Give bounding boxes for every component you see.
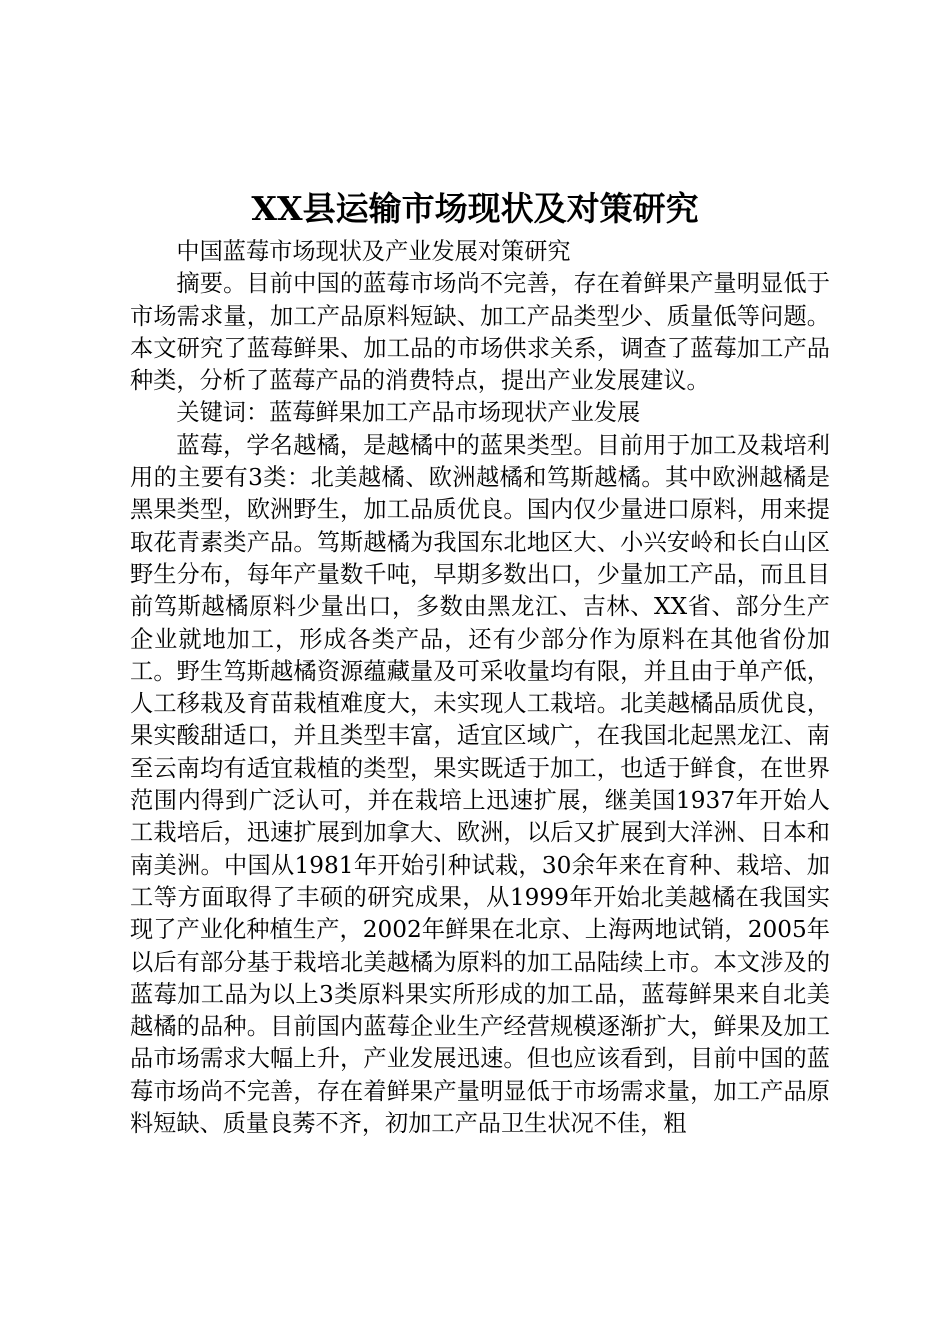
keywords-paragraph: 关键词：蓝莓鲜果加工产品市场现状产业发展 [176, 399, 641, 427]
document-body [130, 236, 830, 1140]
subtitle-paragraph: 中国蓝莓市场现状及产业发展对策研究 [176, 238, 571, 265]
main-paragraph: 蓝莓，学名越橘，是越橘中的蓝果类型。目前用于加工及栽培利用的主要有3类：北美越橘、欧洲越橘和笃斯越橘。其中欧洲越橘是黑果类型，欧洲野生，加工品质优良。国内仅少量进口原料，用来提取花青素类产品。笃斯越橘为我国东北地区大、小兴安岭和长白山区野生分布，每年产量数千吨，早期多数出口，少量加工产品，而且目前笃斯越橘原料少量出口，多数由黑龙江、吉林、XX省、部分生产企业就地加工，形成各类产品，还有少部分作为原料在其他省份加工。野生笃斯越橘资源蕴藏量及可采收量均有限，并且由于单产低，人工移栽及育苗栽植难度大，未实现人工栽培。北美越橘品质优良，果实酸甜适口，并且类型丰富，适宜区域广，在我国北起黑龙江、南至云南均有适宜栽植的类型，果实既适于加工，也适于鲜食，在世界范围内得到广泛认可，并在栽培上迅速扩展，继美国1937年开始人工栽培后，迅速扩展到加拿大、欧洲，以后又扩展到大洋洲、日本和南美洲。中国从1981年开始引种试栽，30余年来在育种、栽培、加工等方面取得了丰硕的研究成果，从1999年开始北美越橘在我国实现了产业化种植生产，2002年鲜果在北京、上海两地试销，2005年以后有部分基于栽培北美越橘为原料的加工品陆续上市。本文涉及的蓝莓加工品为以上3类原料果实所形成的加工品，蓝莓鲜果来自北美越橘的品种。目前国内蓝莓企业生产经营规模逐渐扩大，鲜果及加工品市场需求大幅上升，产业发展迅速。但也应该看到，目前中国的蓝莓市场尚不完善，存在着鲜果产量明显低于市场需求量，加工产品原料短缺、质量良莠不齐，初加工产品卫生状况不佳，粗 [130, 431, 830, 1138]
abstract-paragraph: 摘要。目前中国的蓝莓市场尚不完善，存在着鲜果产量明显低于市场需求量，加工产品原料短缺、加工产品类型少、质量低等问题。本文研究了蓝莓鲜果、加工品的市场供求关系，调查了蓝莓加工产品种类，分析了蓝莓产品的消费特点，提出产业发展建议。 [130, 270, 830, 395]
document-title: XX县运输市场现状及对策研究 [251, 189, 699, 228]
